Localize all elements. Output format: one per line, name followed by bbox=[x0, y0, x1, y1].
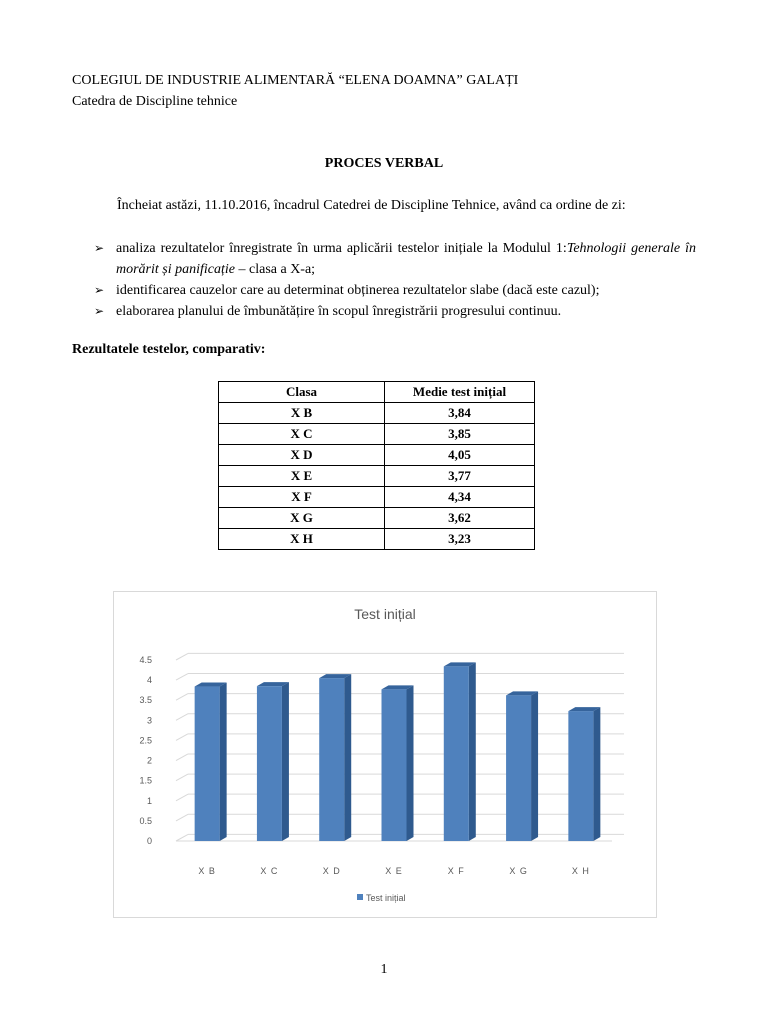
average-cell: 3,77 bbox=[385, 466, 535, 487]
average-cell: 4,34 bbox=[385, 487, 535, 508]
bar bbox=[257, 682, 289, 841]
x-tick-label: X E bbox=[385, 866, 403, 876]
intro-paragraph: Încheiat astăzi, 11.10.2016, încadrul Catedrei de Discipline Tehnice, având ca ordine de zi: bbox=[117, 198, 626, 213]
average-cell: 3,62 bbox=[385, 508, 535, 529]
class-cell: X G bbox=[219, 508, 385, 529]
bar-front bbox=[568, 711, 593, 841]
y-tick-label: 2.5 bbox=[139, 735, 152, 746]
y-tick-label: 0.5 bbox=[139, 815, 152, 826]
bar-side bbox=[531, 691, 538, 841]
gridline-side bbox=[176, 814, 188, 821]
bar-front bbox=[257, 686, 282, 841]
bar-front bbox=[444, 666, 469, 841]
y-tick-label: 0 bbox=[146, 836, 152, 846]
table-header-row bbox=[219, 382, 535, 403]
class-cell: X B bbox=[219, 403, 385, 424]
table-row bbox=[219, 403, 535, 424]
y-tick-label: 4.5 bbox=[139, 655, 152, 665]
gridline-side bbox=[176, 694, 188, 701]
gridline-side bbox=[176, 834, 188, 841]
bar-side bbox=[469, 662, 476, 841]
table-row bbox=[219, 445, 535, 466]
gridline-side bbox=[176, 674, 188, 681]
bar-side bbox=[282, 682, 289, 841]
agenda-item-text: identificarea cauzelor care au determinat obținerea rezultatelor slabe (dacă este cazul); bbox=[116, 283, 600, 298]
bar-side bbox=[344, 674, 351, 841]
average-cell: 3,23 bbox=[385, 529, 535, 550]
table-row bbox=[219, 508, 535, 529]
arrow-bullet-icon: ➢ bbox=[94, 241, 105, 255]
y-tick-label: 4 bbox=[146, 675, 152, 686]
bar-front bbox=[382, 689, 407, 841]
y-tick-label: 1 bbox=[146, 795, 152, 806]
bar bbox=[568, 707, 600, 841]
agenda-item bbox=[94, 238, 696, 280]
agenda-list bbox=[94, 238, 696, 322]
x-tick-label: X B bbox=[198, 866, 216, 876]
bar-side bbox=[593, 707, 600, 841]
bar bbox=[444, 662, 476, 841]
gridline-side bbox=[176, 734, 188, 741]
column-header-class: Clasa bbox=[219, 382, 385, 403]
table-row bbox=[219, 424, 535, 445]
y-tick-label: 3.5 bbox=[139, 695, 152, 706]
gridline-side bbox=[176, 714, 188, 721]
module-name: Tehnologii generale în morărit și panificație bbox=[116, 241, 696, 277]
bar-side bbox=[220, 683, 227, 841]
x-tick-label: X F bbox=[447, 866, 465, 876]
bar bbox=[319, 674, 351, 841]
agenda-item bbox=[94, 301, 696, 322]
x-tick-label: X C bbox=[260, 866, 279, 876]
page-number: 1 bbox=[380, 962, 388, 977]
document-title: PROCES VERBAL bbox=[324, 156, 444, 171]
bar-front bbox=[319, 678, 344, 841]
agenda-item-text: analiza rezultatelor înregistrate în urma aplicării testelor inițiale la Modulul 1: bbox=[116, 241, 567, 256]
x-tick-label: X G bbox=[509, 866, 528, 876]
average-cell: 3,85 bbox=[385, 424, 535, 445]
y-tick-label: 1.5 bbox=[139, 775, 152, 786]
table-row bbox=[219, 529, 535, 550]
x-tick-label: X H bbox=[571, 866, 590, 876]
bar-chart bbox=[114, 592, 656, 917]
arrow-bullet-icon: ➢ bbox=[94, 283, 105, 297]
chart-legend bbox=[357, 893, 406, 903]
bar bbox=[382, 685, 414, 841]
school-name: COLEGIUL DE INDUSTRIE ALIMENTARĂ “ELENA DOAMNA” GALAȚI bbox=[72, 73, 519, 88]
table-row bbox=[219, 487, 535, 508]
gridline-side bbox=[176, 774, 188, 781]
class-cell: X C bbox=[219, 424, 385, 445]
bar-side bbox=[407, 685, 414, 841]
results-table bbox=[218, 381, 535, 550]
legend-label: Test inițial bbox=[366, 893, 406, 903]
agenda-item-text: elaborarea planului de îmbunătățire în scopul înregistrării progresului continuu. bbox=[116, 304, 562, 319]
bar-front bbox=[195, 687, 220, 841]
gridline-side bbox=[176, 754, 188, 761]
class-cell: X E bbox=[219, 466, 385, 487]
y-tick-label: 3 bbox=[146, 715, 152, 726]
results-heading: Rezultatele testelor, comparativ: bbox=[72, 342, 266, 357]
table-row bbox=[219, 466, 535, 487]
bar bbox=[195, 683, 227, 841]
arrow-bullet-icon: ➢ bbox=[94, 304, 105, 318]
department-name: Catedra de Discipline tehnice bbox=[72, 94, 238, 109]
gridline-side bbox=[176, 653, 188, 660]
legend-swatch bbox=[357, 894, 363, 900]
agenda-item-suffix: – clasa a X-a; bbox=[235, 262, 316, 277]
x-tick-label: X D bbox=[322, 866, 341, 876]
y-tick-label: 2 bbox=[146, 755, 152, 766]
class-cell: X D bbox=[219, 445, 385, 466]
chart-container bbox=[113, 591, 657, 918]
average-cell: 3,84 bbox=[385, 403, 535, 424]
gridline-side bbox=[176, 794, 188, 801]
bar bbox=[506, 691, 538, 841]
column-header-average: Medie test inițial bbox=[385, 382, 535, 403]
agenda-item bbox=[94, 280, 696, 301]
chart-title: Test inițial bbox=[354, 606, 416, 622]
class-cell: X F bbox=[219, 487, 385, 508]
bar-front bbox=[506, 695, 531, 841]
average-cell: 4,05 bbox=[385, 445, 535, 466]
class-cell: X H bbox=[219, 529, 385, 550]
